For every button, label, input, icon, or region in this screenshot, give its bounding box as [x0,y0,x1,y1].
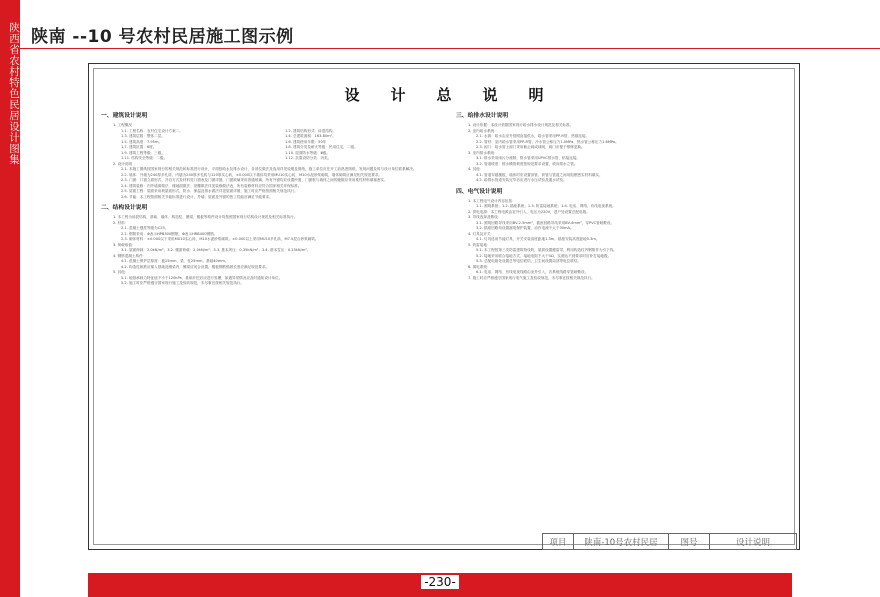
spec-paragraph: 2. 设计说明 [113,161,132,166]
spec-paragraph: 4. 灯具及开关： [468,231,495,236]
spec-paragraph: 4.2. 构造柱纵筋应锚入基础及圈梁内，圈梁应闭合设置，楼板钢筋锚固长度应满足规范要求。 [121,264,270,269]
spec-paragraph: 4. 其他： [468,167,484,171]
right-column [456,113,786,281]
title-block [542,533,797,550]
drawing-sheet [88,63,800,550]
spec-paragraph: 2.2. 管材：室内给水管采用PP-R管，冷水管公称压力1.0MPa，热水管公称压力1.6MPa。 [476,139,619,144]
spec-paragraph: 4.1. 混凝土保护层厚度：板15mm，梁、柱25mm，基础40mm。 [121,259,229,263]
spec-paragraph: 7. 施工时应严格遵守国家现行电气施工及验收规范，未尽事宜按相关规范执行。 [468,275,595,280]
spec-paragraph: 2.1. 水源：给水由室外管网直接供水，给水管采用PP-R管，热熔连接。 [476,134,590,138]
spec-paragraph: 4.2. 给排水管道安装完毕后应进行水压试验及通水试验。 [476,178,567,182]
title-block-project-value: 陕南-10号农村民居 [574,534,669,549]
spec-paragraph: 2. 室内给水系统： [468,128,498,133]
spec-paragraph: 6.1. 电话、网络、有线电视线路由室外引入，各系统线路穿管暗敷设。 [476,270,589,274]
spec-paragraph: 5.2. 施工时应严格遵守国家现行施工及验收规范，未尽事宜按相关规范执行。 [121,281,244,285]
spec-paragraph: 1. 本工程为砖混结构，基础、墙体、构造柱、圈梁、楼板等构件设计均按照国家现行结构设计规范及相关标准执行。 [113,215,298,219]
spec-paragraph: 2.4. 建筑装修：内外墙面做法、楼地面做法、顶棚做法详见装修做法表，所有装修材料应符合国家相关环保标准。 [121,183,302,188]
spec-paragraph: 2.5. 屋面工程：屋面采用坡屋面形式，防水、保温及排水做法详见屋面详图，施工时应严格按照相关规范执行。 [121,189,298,193]
spec-paragraph: 5.1. 地基承载力特征值不小于120kPa，基础开挖后应进行验槽，如遇异常情况应及时通知设计单位。 [121,275,283,280]
section-title: 四、电气设计说明 [456,188,503,195]
spec-paragraph: 1. 设计依据：本设计依据国家现行给水排水设计规范及相关标准。 [468,123,574,127]
spec-paragraph: 4.1. 灯具选用节能灯具，开关安装高度距地1.3m，插座安装高度距地0.3m。 [476,237,600,241]
overview-item: 1.7. 建筑抗震：6度。 [121,145,157,149]
title-divider [20,48,880,49]
spec-paragraph: 2.3. 门窗：门窗立面形式、开启方式及材料见门窗表及门窗详图，门窗玻璃采用普通玻璃，所有外窗均应设置纱窗，门窗框与墙体之间的缝隙应采用柔性材料填塞密实。 [121,178,388,182]
spec-paragraph: 1. 工程概况 [113,123,132,127]
spec-paragraph: 3. 室内排水系统： [468,150,498,155]
spec-paragraph: 1. 本工程电气设计内容包括： [468,198,516,203]
section-title: 一、建筑设计说明 [101,113,148,119]
spec-paragraph: 1.1. 照明系统；1.2. 插座系统；1.3. 防雷接地系统；1.4. 电话、网络、有线电视系统。 [476,204,616,208]
spec-paragraph: 3. 荷载取值： [113,242,136,247]
overview-item: 1.4. 总建筑面积：163.80m²。 [285,134,336,138]
spec-paragraph: 5. 防雷接地： [468,242,491,247]
spec-paragraph: 3. 导线选择及敷设： [468,215,502,219]
overview-item: 1.12. 抗震设防分类：丙类。 [285,156,332,160]
overview-item: 1.8. 建筑分类及耐火等级：民用住宅，二级。 [285,145,358,149]
overview-item: 1.9. 建筑工程等级：三级。 [121,150,165,155]
title-block-drawing-value: 设计说明 [735,537,770,548]
spec-paragraph: 2. 材料： [113,220,129,225]
spec-paragraph: 2.2. 墙体：外墙为240厚多孔砖，内墙为240厚多孔砖与120厚实心砖，±0.000以下墙体均采用MU10实心砖，M10水泥砂浆砌筑，墙体砌筑应满足相关规范要求。 [121,172,383,177]
overview-item: 1.10. 屋面防水等级：Ⅲ级。 [285,150,331,155]
side-title: 陕西省农村特色民居设计图集 [8,22,20,165]
section-title: 二、结构设计说明 [101,205,148,211]
page-title: 陕南 --10 号农村民居施工图示例 [31,27,294,47]
overview-item: 1.6. 建筑使用年限：50年 [285,139,327,144]
project-overview-grid [101,129,449,162]
spec-paragraph: 2.3. 阀门：给水管上阀门采用截止阀或球阀，阀门应便于维修更换。 [476,145,585,149]
overview-item: 1.3. 建筑层数：整体二层。 [121,134,165,138]
spec-paragraph: 4.1. 管道穿越楼板、墙体时应设置套管，套管与管道之间用阻燃密实材料填实。 [476,172,603,177]
title-block-drawing-label: 图号 [669,534,710,549]
overview-item: 1.11. 结构安全等级：二级。 [121,156,168,160]
spec-paragraph: 2.3. 砌体材料：±0.000以下采用MU10实心砖，M10水泥砂浆砌筑；±0.000以上采用MU10多孔砖，M7.5混合砂浆砌筑。 [121,237,319,241]
spec-paragraph: 5.3. 总配电箱处设置总等电位联结，卫生间设置局部等电位联结。 [476,259,582,263]
title-block-project-label: 项目 [543,534,574,549]
overview-item: 1.1. 工程名称：农村住宅设计方案二。 [121,128,183,133]
spec-paragraph: 3.1. 照明回路导线采用BV-2.5mm²，插座回路导线采用BV-4mm²，穿PVC管暗敷设。 [476,220,615,225]
section-title: 三、给排水设计说明 [456,113,509,119]
spec-paragraph: 3.2. 插座回路均设置漏电保护装置，动作电流不大于30mA。 [476,226,574,230]
spec-paragraph: 4. 钢筋混凝土构件： [113,253,147,258]
spec-paragraph: 6. 弱电系统： [468,264,491,269]
overview-item: 1.2. 建筑结构形式：砖混结构。 [285,128,337,133]
page-number: -230- [421,575,459,589]
spec-paragraph: 2.1. 本施工图纸按国家现行的相关规范和标准进行设计，平面按给水及排水设计，各部位做法及选用详见说明及图纸，施工单位应在开工前熟悉图纸，发现问题及时与设计单位联系解决。 [121,167,417,171]
spec-paragraph: 3.2. 管道坡度：排水横管坡度按规范要求设置，坡向排水立管。 [476,161,578,166]
spec-paragraph: 5. 其他： [113,270,129,274]
overview-item: 1.5. 建筑高度：7.95m。 [121,139,163,144]
spec-paragraph: 2. 供电电源：本工程电源由室外引入，电压为220V，进户处设置总配电箱。 [468,209,590,214]
spec-paragraph: 5.2. 接地采用联合接地方式，接地电阻不大于4Ω，实测达不到要求时应补打接地极。 [476,253,612,258]
spec-paragraph: 3.1. 屋面荷载：2.0kN/m²；3.2. 楼面荷载：2.0kN/m²；3.3. 基本风压：0.35kN/m²；3.4. 基本雪压：0.25kN/m²。 [121,248,311,252]
spec-paragraph: 2.6. 节能：本工程按照相关节能标准进行设计，外墙、屋面及外窗的热工性能应满足节能要求。 [121,194,273,199]
doc-heading: 设计总说明 [344,86,575,104]
side-band [0,0,20,597]
page-number-wrap [0,575,880,589]
spec-paragraph: 5.1. 本工程按第三类防雷建筑物设防，屋面设置避雷带，利用构造柱内钢筋作为引下线。 [476,248,617,252]
left-column [101,113,449,287]
spec-paragraph: 2.2. 钢筋采用：Φ表示HPB300钢筋，Φ表示HRB400钢筋。 [121,231,218,236]
spec-paragraph: 2.1. 混凝土强度等级为C25。 [121,226,169,230]
spec-paragraph: 3.1. 排水采用雨污分流制，排水管采用UPVC排水管，粘接连接。 [476,156,581,160]
